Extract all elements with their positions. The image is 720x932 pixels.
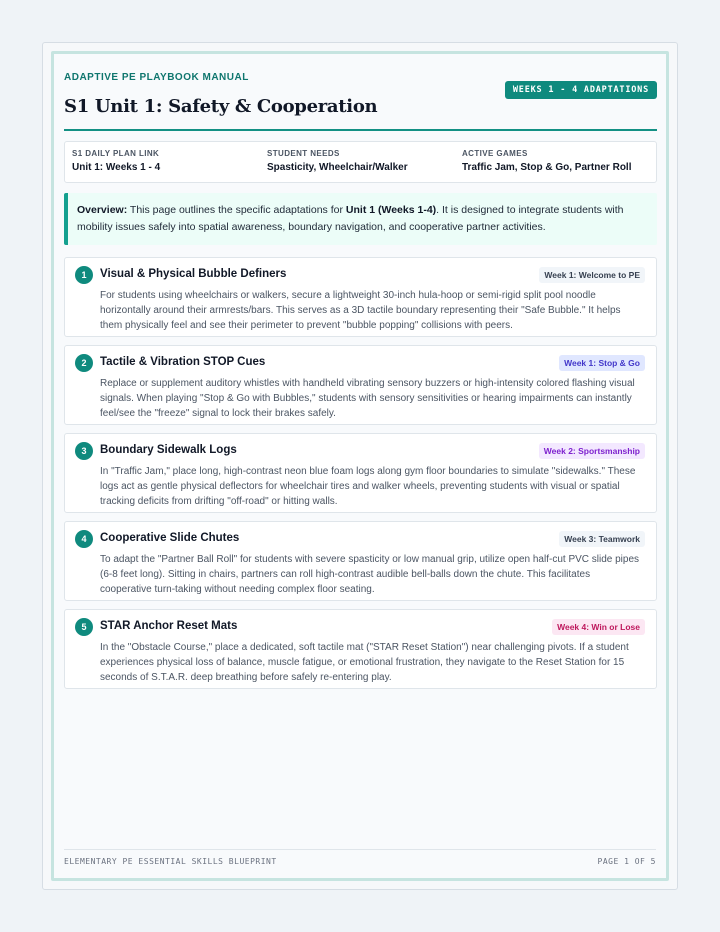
week-tag: Week 3: Teamwork — [559, 531, 645, 547]
item-body: For students using wheelchairs or walkers, secure a lightweight 30-inch hula-hoop or semi-rigid split pool noodle horizontally around their armrests/bars. This serves as a 3D tactile boundary representing their "Safe Bubble." It helps them physically feel and see their perimeter to prevent "bubble popping" collisions with peers. — [100, 290, 621, 331]
item-title: Visual & Physical Bubble Definers — [100, 268, 287, 280]
list-item — [64, 521, 657, 601]
title-row — [64, 83, 657, 131]
item-number-badge: 2 — [75, 354, 93, 372]
weeks-badge: WEEKS 1 - 4 ADAPTATIONS — [505, 81, 657, 99]
list-item — [64, 609, 657, 689]
item-title: STAR Anchor Reset Mats — [100, 620, 238, 632]
document-sheet — [42, 42, 678, 890]
item-title: Cooperative Slide Chutes — [100, 532, 240, 544]
footer-blueprint-title: ELEMENTARY PE ESSENTIAL SKILLS BLUEPRINT — [64, 857, 277, 866]
week-tag: Week 4: Win or Lose — [552, 619, 645, 635]
week-tag: Week 1: Stop & Go — [559, 355, 645, 371]
item-body: In "Traffic Jam," place long, high-contrast neon blue foam logs along gym floor boundaries to simulate "sidewalks." These logs act as gentle physical deflectors for wheelchair tires and walker wheels, preventing students with visual or spatial tracking deficits from drifting "off-road" or hitting walls. — [100, 466, 636, 507]
manual-eyebrow: ADAPTIVE PE PLAYBOOK MANUAL — [64, 72, 249, 83]
item-number-badge: 1 — [75, 266, 93, 284]
week-tag: Week 1: Welcome to PE — [539, 267, 645, 283]
item-number-badge: 3 — [75, 442, 93, 460]
student-needs-value: Spasticity, Wheelchair/Walker — [267, 162, 408, 173]
page-title: S1 Unit 1: Safety & Cooperation — [64, 96, 378, 117]
overview-callout — [64, 193, 657, 245]
page-frame — [51, 51, 669, 881]
item-body: In the "Obstacle Course," place a dedicated, soft tactile mat ("STAR Reset Station") near challenging pivots. If a student experiences physical loss of balance, muscle fatigue, or emotional frustration, they navigate to the Reset Station for 15 seconds of S.T.A.R. deep breathing before safely re-entering play. — [100, 642, 629, 683]
overview-text-2: . It is designed to integrate students with mobility issues safely into spatial awareness, boundary navigation, and cooperative partner activities. — [77, 204, 624, 233]
info-card — [64, 141, 657, 183]
page-number: PAGE 1 OF 5 — [597, 857, 656, 866]
active-games-value: Traffic Jam, Stop & Go, Partner Roll — [462, 162, 632, 173]
plan-link-column — [72, 149, 160, 173]
overview-highlight: Unit 1 (Weeks 1-4) — [345, 204, 437, 216]
overview-text-1: This page outlines the specific adaptations for — [127, 204, 346, 216]
list-item — [64, 345, 657, 425]
student-needs-label: STUDENT NEEDS — [267, 149, 340, 158]
item-number-badge: 4 — [75, 530, 93, 548]
student-needs-column — [267, 149, 408, 173]
page-footer — [64, 849, 656, 866]
item-body: Replace or supplement auditory whistles with handheld vibrating sensory buzzers or high-intensity colored flashing visual signals. When playing "Stop & Go with Bubbles," students with sensory sensitivities or hearing impairments can instantly feel/see the "freeze" signal to lock their brakes safely. — [100, 378, 635, 419]
week-tag: Week 2: Sportsmanship — [539, 443, 645, 459]
page-content — [64, 72, 657, 697]
list-item — [64, 257, 657, 337]
item-title: Tactile & Vibration STOP Cues — [100, 356, 266, 368]
active-games-label: ACTIVE GAMES — [462, 149, 528, 158]
active-games-column — [462, 149, 631, 173]
item-title: Boundary Sidewalk Logs — [100, 444, 237, 456]
item-body: To adapt the "Partner Ball Roll" for students with severe spasticity or low manual grip, utilize open half-cut PVC slide pipes (6-8 feet long). Sitting in chairs, partners can roll high-contrast audible bell-balls down the chute. This facilitates cooperative turn-taking without needing complex floor seating. — [100, 554, 640, 595]
overview-lead: Overview: — [77, 204, 128, 216]
plan-link-value: Unit 1: Weeks 1 - 4 — [72, 162, 161, 173]
item-number-badge: 5 — [75, 618, 93, 636]
list-item — [64, 433, 657, 513]
plan-link-label: S1 DAILY PLAN LINK — [72, 149, 160, 158]
adaptation-list — [64, 257, 657, 689]
